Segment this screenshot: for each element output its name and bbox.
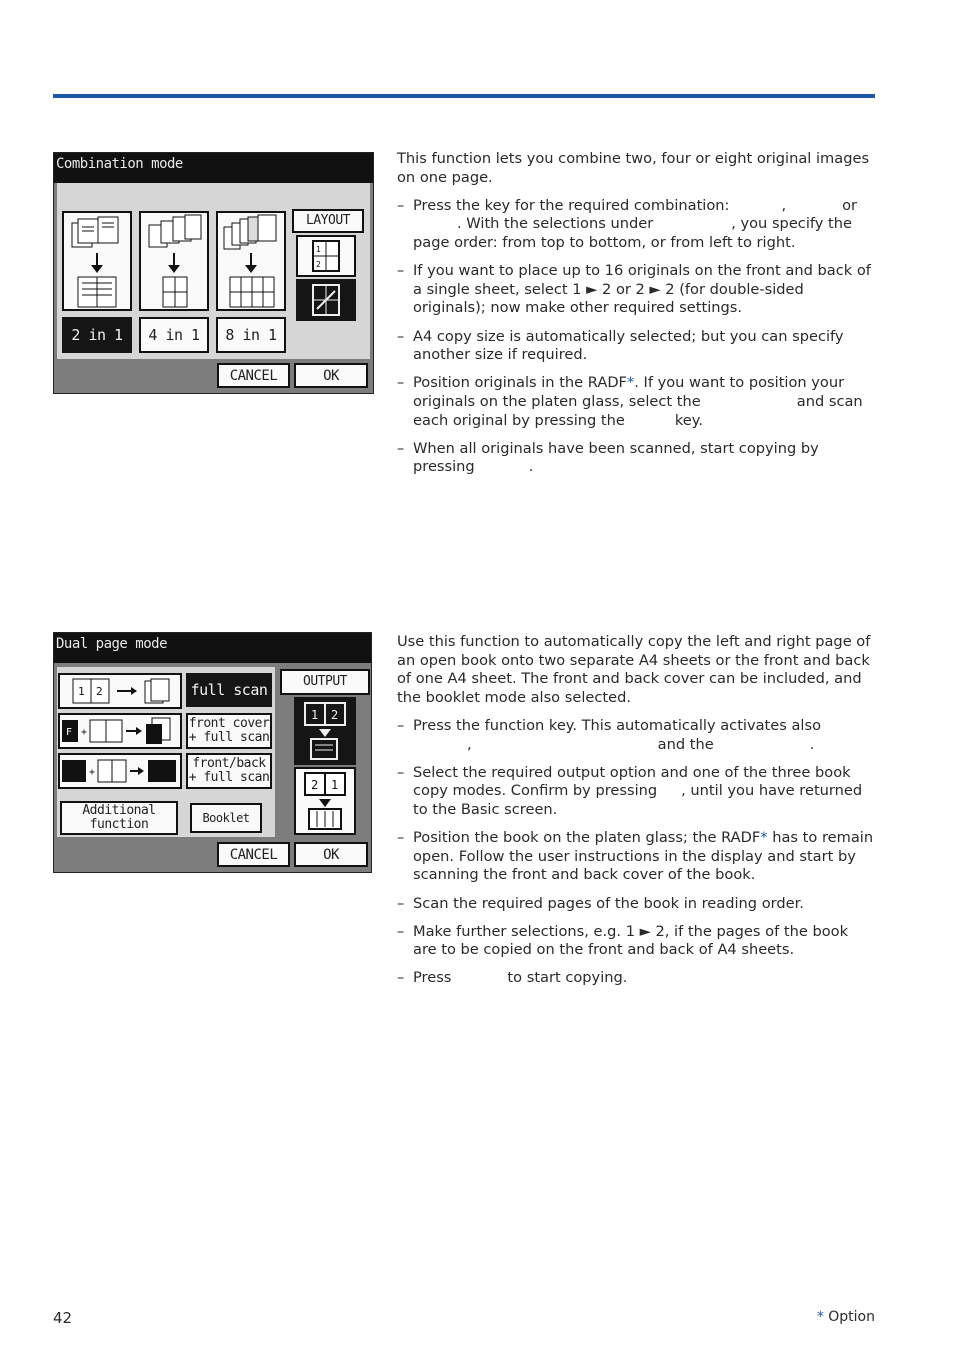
combo-2in1-button[interactable]: 2 in 1 xyxy=(62,317,132,353)
option-footnote xyxy=(817,1309,875,1325)
svg-text:1: 1 xyxy=(316,245,321,254)
dual-cancel-button[interactable]: CANCEL xyxy=(217,842,290,867)
front-cover-book-icon xyxy=(60,716,180,746)
dual-page-mode-description xyxy=(397,633,875,998)
header-rule xyxy=(53,94,875,98)
dual-step-5: – Make further selections, e.g. 1 ► 2, if the pages of the book are to be copied on the front and back of A4 sheets. xyxy=(397,923,875,960)
dual-intro: Use this function to automatically copy the left and right page of an open book onto two separate A4 sheets or the front and back of one A4 sheet. The front and back cover can be included, and the booklet mode also selected. xyxy=(397,633,871,706)
dual-step-3: – Position the book on the platen glass; the RADF* has to remain open. Follow the user instructions in the display and start by scanning the front and back cover of the book. xyxy=(397,829,875,885)
output-order-21-icon xyxy=(299,771,351,831)
book-pages-icon xyxy=(65,677,175,705)
combo-8in1-illustration[interactable] xyxy=(216,211,286,311)
dual-step-4: – Scan the required pages of the book in reading order. xyxy=(397,895,875,914)
combination-mode-screen xyxy=(53,152,374,394)
svg-text:F: F xyxy=(66,727,72,738)
layout-top-bottom-icon xyxy=(311,239,341,273)
additional-function-button[interactable]: Additional function xyxy=(60,801,178,835)
front-back-book-icon xyxy=(60,756,180,786)
layout-left-right-button[interactable] xyxy=(296,279,356,321)
output-label: OUTPUT xyxy=(280,669,370,695)
combo-step-1: – Press the key for the required combination: , or . With the selections under , you specify the page order: from top to bottom, or from left to right. xyxy=(397,197,875,253)
output-order-12-button[interactable] xyxy=(294,697,356,765)
combo-ok-button[interactable]: OK xyxy=(294,363,368,388)
book-pages-illustration xyxy=(58,673,182,709)
svg-text:1: 1 xyxy=(78,685,85,698)
combo-8in1-button[interactable]: 8 in 1 xyxy=(216,317,286,353)
svg-text:+: + xyxy=(89,767,95,778)
layout-label: LAYOUT xyxy=(292,209,364,233)
front-cover-full-scan-button[interactable]: front cover + full scan xyxy=(186,713,272,749)
combo-intro: This function lets you combine two, four or eight original images on one page. xyxy=(397,150,870,186)
svg-text:2: 2 xyxy=(331,708,338,722)
combo-step-4: – Position originals in the RADF*. If you want to position your originals on the platen glass, select the and scan each original by pressing the key. xyxy=(397,374,875,430)
combination-mode-description xyxy=(397,150,875,486)
dual-step-6: – Press to start copying. xyxy=(397,969,875,988)
svg-text:1: 1 xyxy=(311,708,318,722)
dual-ok-button[interactable]: OK xyxy=(294,842,368,867)
combination-mode-title: Combination mode xyxy=(54,153,373,183)
front-cover-illustration xyxy=(58,713,182,749)
dual-step-1: – Press the function key. This automatically activates also , and the . xyxy=(397,717,875,754)
combo-step-5: – When all originals have been scanned, start copying by pressing . xyxy=(397,440,875,477)
combo-step-2: – If you want to place up to 16 originals on the front and back of a single sheet, select 1 ► 2 or 2 ► 2 (for double-sided originals); now make other required settings. xyxy=(397,262,875,318)
pages-2in1-icon xyxy=(64,213,130,309)
combo-4in1-illustration[interactable] xyxy=(139,211,209,311)
svg-text:1: 1 xyxy=(331,778,338,792)
svg-text:2: 2 xyxy=(311,778,318,792)
full-scan-button[interactable]: full scan xyxy=(186,673,272,707)
pages-8in1-icon xyxy=(218,213,284,309)
layout-left-right-icon xyxy=(311,283,341,317)
svg-text:2: 2 xyxy=(96,685,103,698)
output-order-21-button[interactable] xyxy=(294,767,356,835)
combo-step-3: – A4 copy size is automatically selected; but you can specify another size if required. xyxy=(397,328,875,365)
front-back-full-scan-button[interactable]: front/back + full scan xyxy=(186,753,272,789)
pages-4in1-icon xyxy=(141,213,207,309)
layout-top-bottom-button[interactable] xyxy=(296,235,356,277)
booklet-button[interactable]: Booklet xyxy=(190,803,262,833)
footnote-star: * xyxy=(816,1309,824,1325)
dual-step-2: – Select the required output option and one of the three book copy modes. Confirm by pressing , until you have returned to the Basic screen. xyxy=(397,764,875,820)
footnote-option-label: Option xyxy=(828,1309,875,1325)
front-back-illustration xyxy=(58,753,182,789)
combo-2in1-illustration[interactable] xyxy=(62,211,132,311)
svg-text:+: + xyxy=(81,727,87,738)
combo-4in1-button[interactable]: 4 in 1 xyxy=(139,317,209,353)
svg-text:2: 2 xyxy=(316,260,321,269)
dual-page-mode-screen xyxy=(53,632,372,873)
output-order-12-icon xyxy=(299,701,351,761)
combo-cancel-button[interactable]: CANCEL xyxy=(217,363,290,388)
dual-page-mode-title: Dual page mode xyxy=(54,633,371,663)
page-number: 42 xyxy=(53,1309,73,1327)
